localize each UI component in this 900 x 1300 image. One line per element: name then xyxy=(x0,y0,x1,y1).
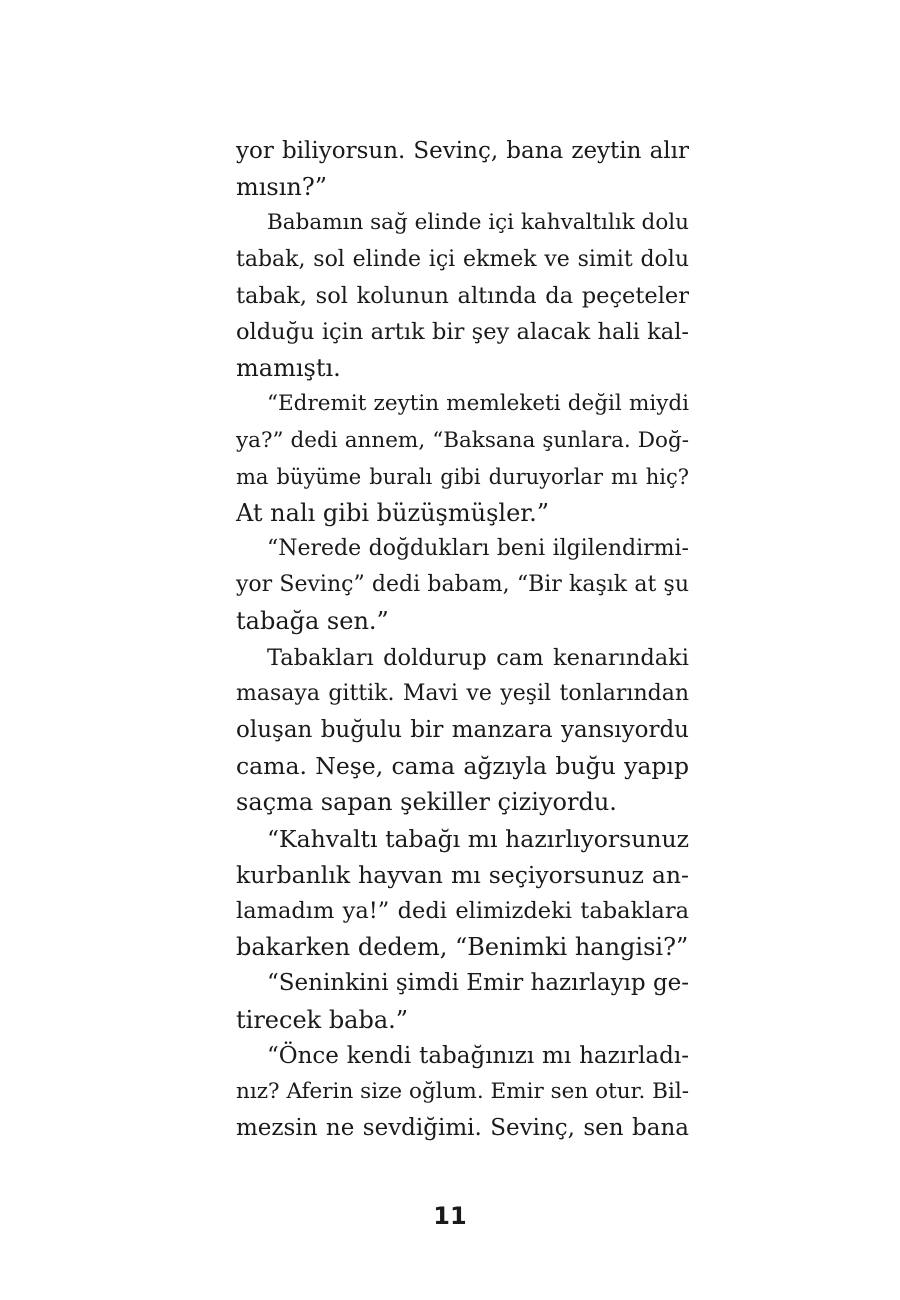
text-line: cama. Neşe, cama ağzıyla buğu yapıp xyxy=(236,752,689,781)
text-line: olduğu için artık bir şey alacak hali kal- xyxy=(236,318,689,345)
body-text xyxy=(236,133,689,1146)
text-line: ya?” dedi annem, “Baksana şunlara. Doğ- xyxy=(236,427,689,453)
text-line: ma büyüme buralı gibi duruyorlar mı hiç? xyxy=(236,464,689,489)
page-number: 11 xyxy=(433,1202,467,1230)
text-line: bakarken dedem, “Benimki hangisi?” xyxy=(236,933,689,962)
text-line: masaya gittik. Mavi ve yeşil tonlarından xyxy=(236,680,689,706)
text-line: “Kahvaltı tabağı mı hazırlıyorsunuz xyxy=(267,824,689,853)
text-line: mamıştı. xyxy=(236,354,341,383)
text-line: kurbanlık hayvan mı seçiyorsunuz an- xyxy=(236,860,689,889)
text-line: tirecek baba.” xyxy=(236,1005,409,1034)
text-line: mısın?” xyxy=(236,173,328,202)
text-line: saçma sapan şekiller çiziyordu. xyxy=(236,788,617,817)
text-line: At nalı gibi büzüşmüşler.” xyxy=(236,498,550,527)
text-line: “Edremit zeytin memleketi değil miydi xyxy=(267,391,689,417)
text-line: “Önce kendi tabağınızı mı hazırladı- xyxy=(267,1042,689,1069)
text-line: tabak, sol elinde içi ekmek ve simit dolu xyxy=(236,246,689,272)
text-line: oluşan buğulu bir manzara yansıyordu xyxy=(236,717,689,743)
text-line: tabağa sen.” xyxy=(236,607,389,636)
text-line: tabak, sol kolunun altında da peçeteler xyxy=(236,282,689,309)
text-line: Tabakları doldurup cam kenarındaki xyxy=(267,644,689,671)
text-line: “Nerede doğdukları beni ilgilendirmi- xyxy=(267,536,689,562)
text-line: “Seninkini şimdi Emir hazırlayıp ge- xyxy=(267,970,690,997)
text-line: lamadım ya!” dedi elimizdeki tabaklara xyxy=(236,897,689,924)
text-line: nız? Aferin size oğlum. Emir sen otur. Bil- xyxy=(236,1078,689,1104)
text-line: mezsin ne sevdiğimi. Sevinç, sen bana xyxy=(236,1115,689,1142)
text-line: Babamın sağ elinde içi kahvaltılık dolu xyxy=(267,210,689,236)
text-line: yor Sevinç” dedi babam, “Bir kaşık at şu xyxy=(236,572,689,598)
text-line: yor biliyorsun. Sevinç, bana zeytin alır xyxy=(236,138,689,164)
